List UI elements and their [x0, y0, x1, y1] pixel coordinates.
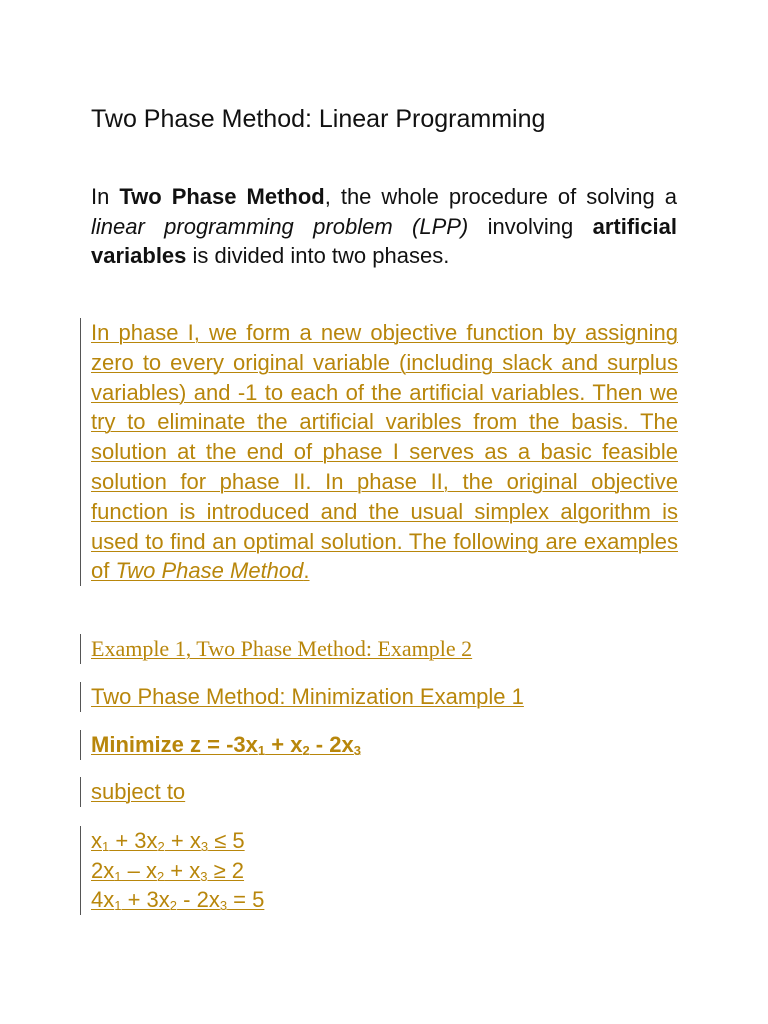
constraints-blockquote: [80, 826, 264, 915]
constraint-2: $2x_1 - x_2 + x_3 \ge 2$: [91, 857, 245, 884]
constraint-1: $x_1 + 3x_2 + x_3 \le 5$: [91, 828, 245, 854]
page-title: Two Phase Method: Linear Programming: [91, 105, 546, 133]
example-heading: Two Phase Method: Minimization Example 1: [91, 684, 524, 709]
intro-bold-method: Two Phase Method: [119, 184, 325, 209]
intro-bold-artificial: artificial variables: [91, 213, 677, 268]
example-heading-blockquote: [80, 682, 524, 712]
constraint-3: $4x_1 + 3x_2 - 2x_3 = 5$: [91, 887, 265, 913]
intro-italic-lpp: linear programming problem (LPP): [91, 213, 469, 239]
intro-text-3: involving: [468, 213, 593, 239]
intro-text-1: In: [91, 184, 120, 209]
intro-text-2: , the whole procedure of solving a: [324, 184, 677, 209]
objective-blockquote: [80, 730, 361, 760]
examples-blockquote: [80, 634, 472, 664]
objective-function: Minimize $z = -3x_1 + x_2 - 2x_3$: [91, 732, 361, 758]
intro-text-4: is divided into two phases.: [186, 243, 450, 268]
phases-blockquote: [80, 318, 678, 586]
subject-to-blockquote: [80, 777, 185, 807]
phases-italic: Two Phase Method: [115, 558, 304, 584]
intro-paragraph: [91, 182, 677, 271]
subject-to-label: subject to: [91, 779, 186, 804]
examples-link[interactable]: Example 1, Two Phase Method: Example 2: [91, 636, 473, 661]
phases-end: .: [303, 558, 310, 584]
phases-text: In phase I, we form a new objective function by assigning zero to every original variable (including slack and surplus variables) and -1 to each of the artificial variables. Then we try to eliminate the artificial varibles from the basis. The solution at the end of phase I serves as a basic feasible solution for phase II. In phase II, the original objective function is introduced and the usual simplex algorithm is used to find an optimal solution. The following are examples of: [91, 320, 678, 584]
